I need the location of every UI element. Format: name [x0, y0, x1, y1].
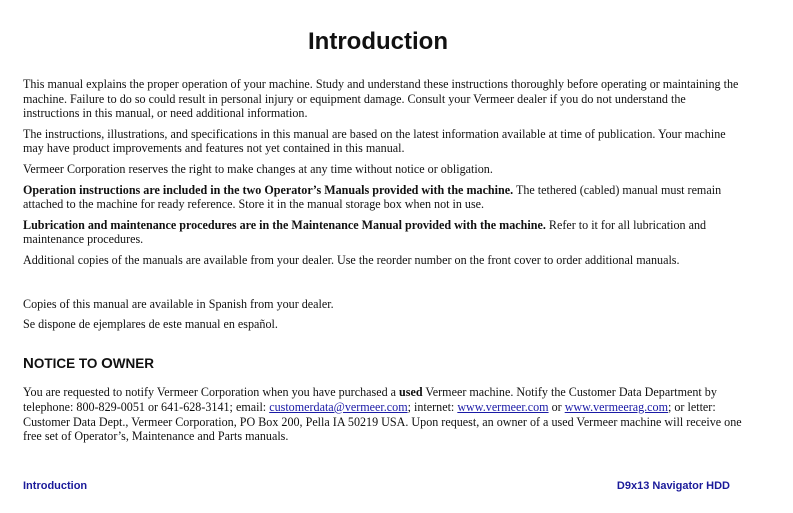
notice-text-2: Vermeer machine. Notify the Customer Data Department by telephone: 800-829-0051 or 641-628-3141; email:	[23, 385, 717, 414]
notice-used-bold: used	[399, 385, 423, 400]
lubrication-bold: Lubrication and maintenance procedures are in the Maintenance Manual provided with the machine.	[23, 217, 546, 232]
additional-copies-paragraph: Additional copies of the manuals are available from your dealer. Use the reorder number on the front cover to order additional manuals.	[23, 252, 680, 267]
footer-model-name: D9x13 Navigator HDD	[616, 480, 730, 492]
spanish-copies-paragraph: Copies of this manual are available in Spanish from your dealer.	[23, 296, 334, 311]
operation-instructions-text: The tethered (cabled) manual must remain attached to the machine for ready reference. Store it in the manual storage box when not in use.	[23, 182, 722, 212]
changes-notice-paragraph: Vermeer Corporation reserves the right to make changes at any time without notice or obligation.	[23, 161, 493, 176]
notice-text-1: You are requested to notify Vermeer Corporation when you have purchased a	[23, 385, 400, 400]
vermeerag-website-link[interactable]: www.vermeerag.com	[564, 399, 668, 414]
notice-text-4: or	[548, 399, 565, 414]
lubrication-text: Refer to it for all lubrication and maintenance procedures.	[23, 217, 707, 247]
operation-instructions-bold: Operation instructions are included in the two Operator’s Manuals provided with the machine.	[23, 182, 514, 197]
lubrication-paragraph	[23, 218, 743, 247]
heading-cap-n: N	[23, 354, 34, 372]
spacer	[23, 274, 743, 297]
publication-info-paragraph: The instructions, illustrations, and specifications in this manual are based on the latest information available at time of publication. Your machine may have product improvements and features not yet contained in this manual.	[23, 126, 726, 156]
intro-paragraph: This manual explains the proper operation of your machine. Study and understand these instructions thoroughly before operating or maintaining the machine. Failure to do so could result in personal injury or equipment damage. Consult your Vermeer dealer if you do not understand the instructions in this manual, or need additional information.	[23, 77, 739, 121]
operation-instructions-paragraph	[23, 183, 743, 212]
heading-small-caps-1: OTICE TO	[33, 355, 102, 371]
notice-paragraph	[23, 385, 743, 443]
footer-section-title: Introduction	[23, 480, 88, 492]
document-body	[23, 77, 743, 450]
vermeer-website-link[interactable]: www.vermeer.com	[457, 399, 549, 414]
email-link[interactable]: customerdata@vermeer.com	[269, 399, 408, 414]
notice-text-3: ; internet:	[407, 399, 458, 414]
spanish-copies-paragraph-es: Se dispone de ejemplares de este manual en español.	[23, 317, 278, 332]
heading-cap-o: O	[101, 354, 113, 372]
notice-text-5: ; or letter: Customer Data Dept., Vermeer Corporation, PO Box 200, Pella IA 50219 USA. Upon request, an owner of a used Vermeer machine will receive one free set of Operator’s, Maintenance and Parts manuals.	[23, 399, 742, 444]
notice-to-owner-heading	[23, 338, 743, 372]
heading-small-caps-2: WNER	[112, 355, 155, 371]
page-title: Introduction	[308, 28, 448, 55]
